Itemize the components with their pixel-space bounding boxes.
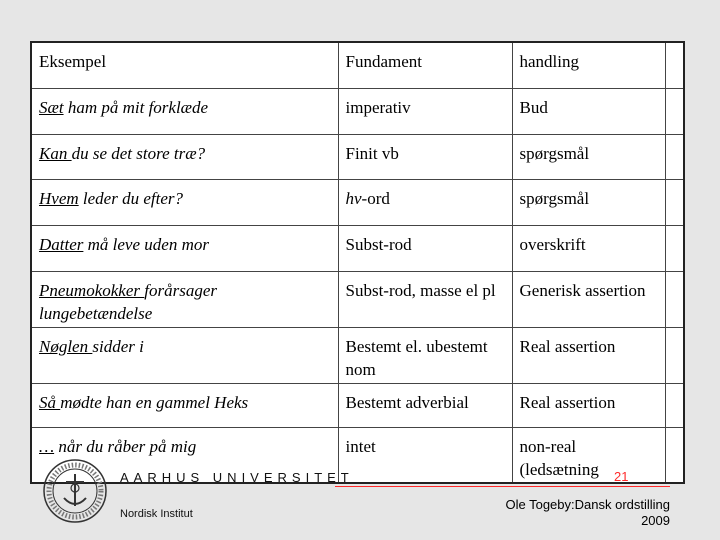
table-empty-column bbox=[665, 327, 684, 383]
institute-name: Nordisk Institut bbox=[120, 508, 193, 520]
table-row bbox=[31, 225, 684, 271]
table-row bbox=[31, 271, 684, 327]
fundament-cell bbox=[338, 179, 512, 225]
table-empty-column bbox=[665, 88, 684, 134]
handling-cell: Bud bbox=[512, 88, 665, 134]
example-rest: leder du efter? bbox=[78, 188, 183, 208]
example-underlined: Datter bbox=[39, 234, 84, 254]
table-empty-column bbox=[665, 225, 684, 271]
table-empty-column bbox=[665, 427, 684, 483]
fundament-rest: -ord bbox=[361, 188, 390, 208]
example-rest: når du råber på mig bbox=[54, 436, 197, 456]
example-underlined: Sæt bbox=[39, 97, 64, 117]
fundament-hv: hv bbox=[345, 188, 362, 208]
table-row bbox=[31, 134, 684, 179]
example-table bbox=[30, 41, 685, 484]
example-cell bbox=[31, 88, 338, 134]
fundament-cell: Bestemt el. ubestemt nom bbox=[338, 327, 512, 383]
handling-cell: spørgsmål bbox=[512, 134, 665, 179]
example-cell bbox=[31, 179, 338, 225]
example-rest: forårsager lungebetændelse bbox=[39, 280, 217, 323]
university-name: AARHUS UNIVERSITET bbox=[120, 470, 354, 485]
example-cell bbox=[31, 225, 338, 271]
example-underlined: Pneumokokker bbox=[39, 280, 145, 300]
handling-cell: Generisk assertion bbox=[512, 271, 665, 327]
page-number: 21 bbox=[614, 469, 629, 484]
university-seal-logo bbox=[42, 458, 108, 524]
header-cell-fundament: Fundament bbox=[338, 42, 512, 88]
table-empty-column bbox=[665, 383, 684, 427]
fundament-cell: Finit vb bbox=[338, 134, 512, 179]
table-row bbox=[31, 327, 684, 383]
example-underlined: Hvem bbox=[39, 188, 79, 208]
example-underlined: Nøglen bbox=[39, 336, 93, 356]
example-underlined: Kan bbox=[39, 143, 72, 163]
fundament-cell: Subst-rod, masse el pl bbox=[338, 271, 512, 327]
example-rest: mødte han en gammel Heks bbox=[60, 392, 249, 412]
fundament-cell: imperativ bbox=[338, 88, 512, 134]
fundament-cell: Bestemt adverbial bbox=[338, 383, 512, 427]
fundament-cell: Subst-rod bbox=[338, 225, 512, 271]
example-rest: ham på mit forklæde bbox=[63, 97, 209, 117]
example-cell bbox=[31, 383, 338, 427]
source-line-1: Ole Togeby:Dansk ordstilling bbox=[505, 497, 670, 512]
source-line-2: 2009 bbox=[641, 513, 670, 528]
table-empty-column bbox=[665, 179, 684, 225]
example-underlined: Så bbox=[39, 392, 61, 412]
handling-cell: spørgsmål bbox=[512, 179, 665, 225]
table-row bbox=[31, 383, 684, 427]
example-cell bbox=[31, 134, 338, 179]
handling-cell: overskrift bbox=[512, 225, 665, 271]
table-empty-column bbox=[665, 42, 684, 88]
example-cell bbox=[31, 327, 338, 383]
header-cell-example: Eksempel bbox=[31, 42, 338, 88]
table-empty-column bbox=[665, 271, 684, 327]
fundament-cell: intet bbox=[338, 427, 512, 483]
table-header-row bbox=[31, 42, 684, 88]
source-citation bbox=[505, 497, 670, 529]
header-cell-handling: handling bbox=[512, 42, 665, 88]
table-row bbox=[31, 88, 684, 134]
handling-cell: Real assertion bbox=[512, 327, 665, 383]
handling-cell: Real assertion bbox=[512, 383, 665, 427]
example-rest: sidder i bbox=[92, 336, 144, 356]
table-row bbox=[31, 179, 684, 225]
example-rest: må leve uden mor bbox=[83, 234, 209, 254]
example-rest: du se det store træ? bbox=[71, 143, 206, 163]
handling-cell: non-real (ledsætning bbox=[512, 427, 665, 483]
table-empty-column bbox=[665, 134, 684, 179]
footer-divider bbox=[335, 486, 670, 487]
example-underlined: … bbox=[39, 436, 55, 456]
example-cell bbox=[31, 271, 338, 327]
